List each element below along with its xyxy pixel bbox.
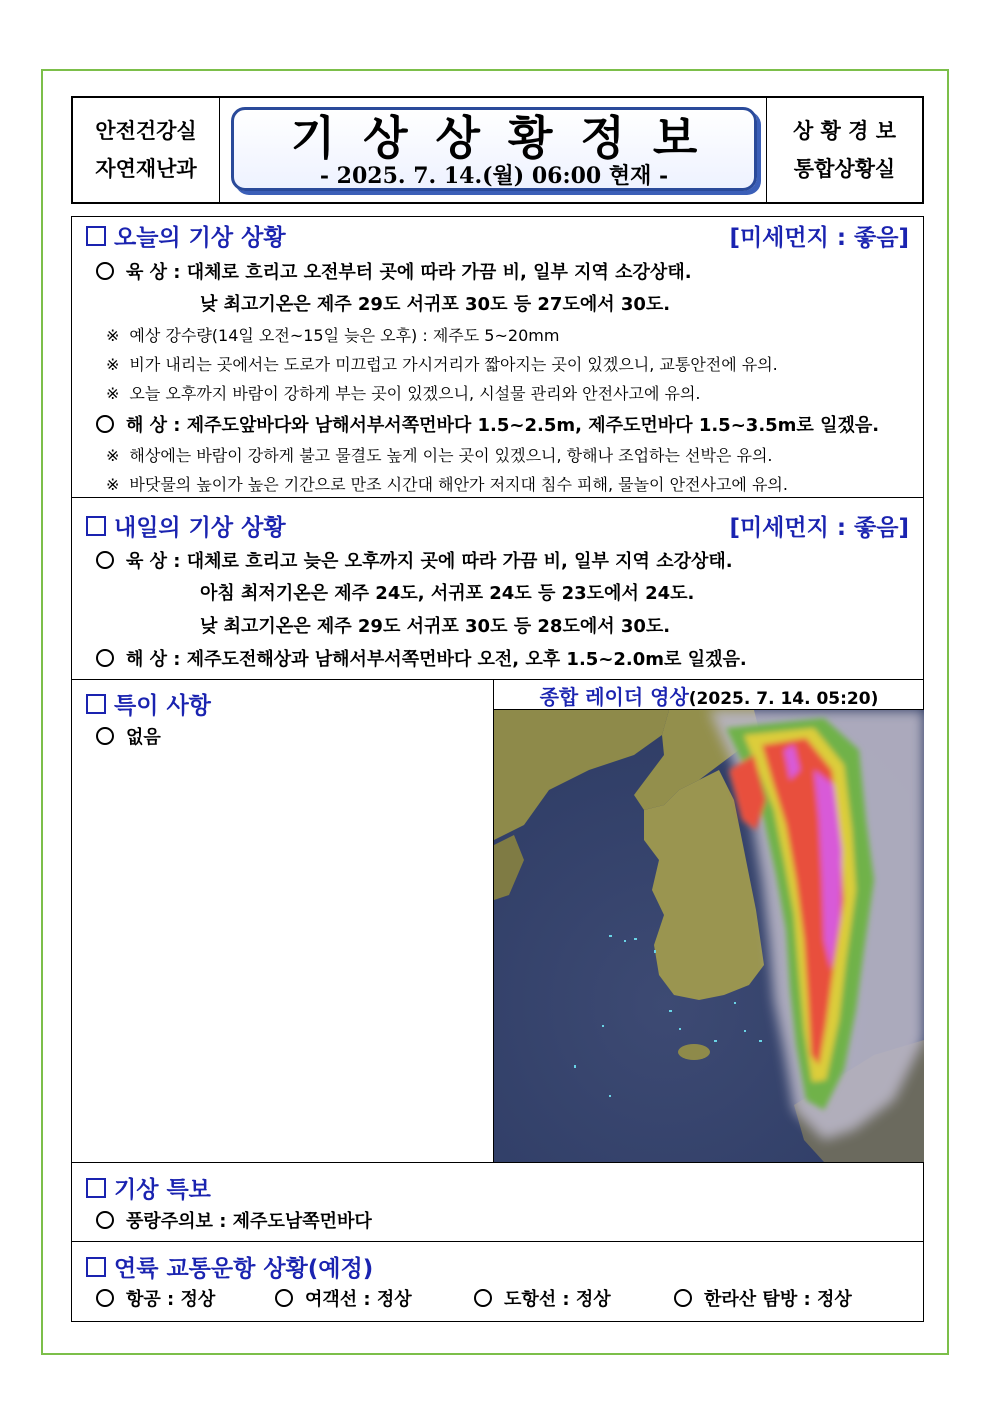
checkbox-icon bbox=[86, 516, 106, 536]
circle-bullet-icon bbox=[96, 1211, 114, 1229]
transport-air: 항공 : 정상 bbox=[96, 1285, 215, 1311]
office-line2: 통합상황실 bbox=[793, 157, 896, 181]
circle-bullet-icon bbox=[275, 1289, 293, 1307]
circle-bullet-icon bbox=[96, 415, 114, 433]
tomorrow-land-line1: 육 상 : 대체로 흐리고 늦은 오후까지 곳에 따라 가끔 비, 일부 지역 소강상태. bbox=[96, 547, 733, 573]
warning-item: 풍랑주의보 : 제주도남쪽먼바다 bbox=[96, 1207, 372, 1233]
today-sea-line: 해 상 : 제주도앞바다와 남해서부서쪽먼바다 1.5~2.5m, 제주도먼바다 1.5~3.5m로 일겠음. bbox=[96, 411, 879, 437]
circle-bullet-icon bbox=[96, 1289, 114, 1307]
special-item: 없음 bbox=[96, 723, 161, 749]
report-body bbox=[71, 216, 924, 1322]
circle-bullet-icon bbox=[96, 551, 114, 569]
circle-bullet-icon bbox=[96, 727, 114, 745]
transport-island-ferry: 도항선 : 정상 bbox=[474, 1285, 611, 1311]
transport-heading: 연륙 교통운항 상황(예정) bbox=[86, 1250, 373, 1283]
header bbox=[71, 96, 924, 204]
today-note2: ※ 비가 내리는 곳에서는 도로가 미끄럽고 가시거리가 짧아지는 곳이 있겠으니, 교통안전에 유의. bbox=[106, 355, 778, 374]
today-land-line2: 낮 최고기온은 제주 29도 서귀포 30도 등 27도에서 30도. bbox=[200, 294, 671, 315]
warning-heading: 기상 특보 bbox=[86, 1171, 211, 1204]
tomorrow-land-line2: 아침 최저기온은 제주 24도, 서귀포 24도 등 23도에서 24도. bbox=[200, 583, 695, 604]
page-subtitle: - 2025. 7. 14.(월) 06:00 현재 - bbox=[319, 163, 669, 189]
checkbox-icon bbox=[86, 694, 106, 714]
today-land-line1: 육 상 : 대체로 흐리고 오전부터 곳에 따라 가끔 비, 일부 지역 소강상태. bbox=[96, 258, 692, 284]
tomorrow-dust: [미세먼지 : 좋음] bbox=[729, 515, 909, 541]
dept-block bbox=[73, 98, 220, 202]
divider bbox=[72, 1241, 923, 1242]
transport-hallasan: 한라산 탐방 : 정상 bbox=[674, 1285, 852, 1311]
dept-line2: 자연재난과 bbox=[95, 157, 197, 181]
title-box bbox=[231, 107, 757, 191]
office-line1: 상 황 경 보 bbox=[792, 119, 897, 143]
checkbox-icon bbox=[86, 226, 106, 246]
today-note3: ※ 오늘 오후까지 바람이 강하게 부는 곳이 있겠으니, 시설물 관리와 안전사고에 유의. bbox=[106, 384, 701, 403]
today-note5: ※ 바닷물의 높이가 높은 기간으로 만조 시간대 해안가 저지대 침수 피해, 물놀이 안전사고에 유의. bbox=[106, 475, 788, 494]
circle-bullet-icon bbox=[674, 1289, 692, 1307]
tomorrow-sea-line: 해 상 : 제주도전해상과 남해서부서쪽먼바다 오전, 오후 1.5~2.0m로 일겠음. bbox=[96, 645, 747, 671]
dept-line1: 안전건강실 bbox=[95, 119, 197, 143]
office-block bbox=[766, 98, 922, 202]
today-note4: ※ 해상에는 바람이 강하게 불고 물결도 높게 이는 곳이 있겠으니, 항해나 조업하는 선박은 유의. bbox=[106, 446, 773, 465]
checkbox-icon bbox=[86, 1257, 106, 1277]
today-heading: 오늘의 기상 상황 bbox=[86, 219, 286, 252]
tomorrow-heading: 내일의 기상 상황 bbox=[86, 509, 286, 542]
today-dust: [미세먼지 : 좋음] bbox=[729, 225, 909, 251]
page-title: 기상상황정보 bbox=[290, 111, 726, 165]
divider bbox=[72, 1162, 923, 1163]
today-note1: ※ 예상 강수량(14일 오전~15일 늦은 오후) : 제주도 5~20mm bbox=[106, 326, 560, 345]
circle-bullet-icon bbox=[474, 1289, 492, 1307]
circle-bullet-icon bbox=[96, 262, 114, 280]
radar-image bbox=[494, 710, 924, 1162]
tomorrow-land-line3: 낮 최고기온은 제주 29도 서귀포 30도 등 28도에서 30도. bbox=[200, 616, 671, 637]
radar-title: 종합 레이더 영상(2025. 7. 14. 05:20) bbox=[539, 685, 879, 709]
circle-bullet-icon bbox=[96, 649, 114, 667]
transport-ferry: 여객선 : 정상 bbox=[275, 1285, 412, 1311]
checkbox-icon bbox=[86, 1178, 106, 1198]
divider bbox=[72, 497, 923, 498]
divider bbox=[72, 679, 923, 680]
special-heading: 특이 사항 bbox=[86, 687, 211, 720]
